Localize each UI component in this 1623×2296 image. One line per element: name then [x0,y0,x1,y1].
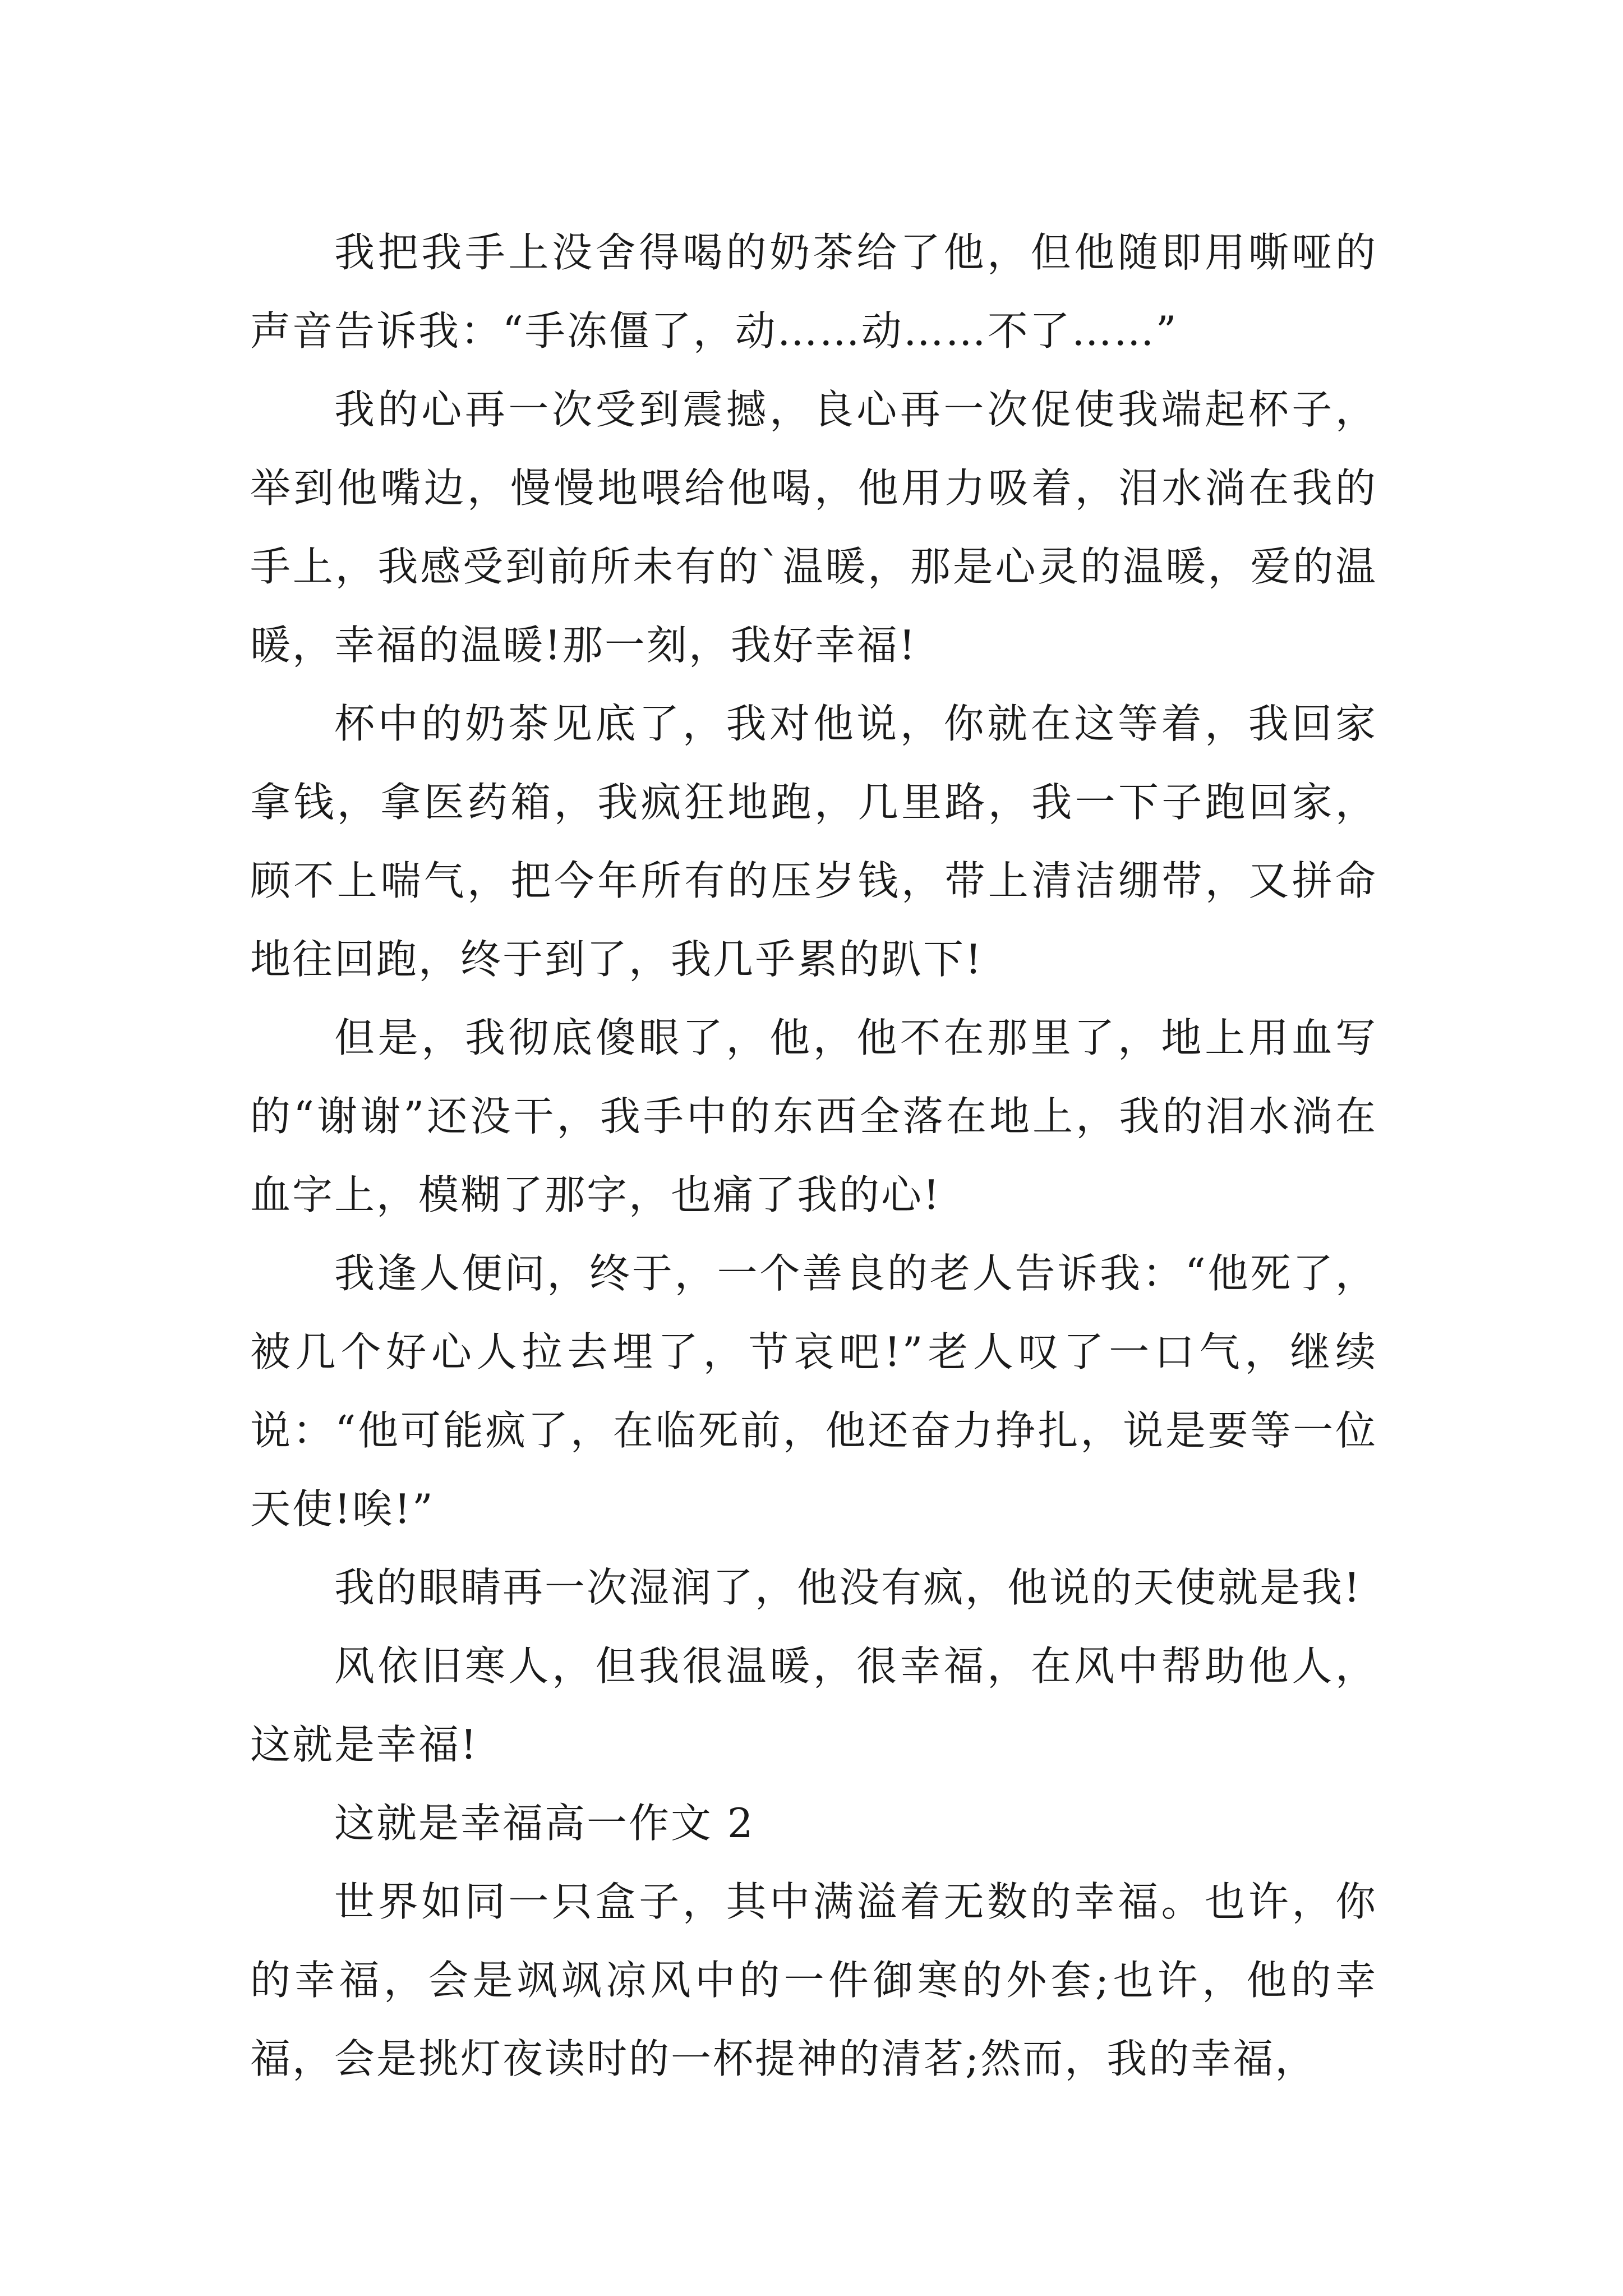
paragraph-2: 我的心再一次受到震撼，良心再一次促使我端起杯子，举到他嘴边，慢慢地喂给他喝，他用力吸着，泪水淌在我的手上，我感受到前所未有的`温暖，那是心灵的温暖，爱的温暖，幸福的温暖!那一刻，我好幸福! [250,386,1377,669]
section-heading: 这就是幸福高一作文 2 [334,1800,755,1847]
document-body [250,213,1377,2098]
paragraph-6: 我的眼睛再一次湿润了，他没有疯，他说的天使就是我! [334,1564,1362,1611]
paragraph-5: 我逢人便问，终于，一个善良的老人告诉我：“他死了，被几个好心人拉去埋了，节哀吧!”老人叹了一口气，继续说：“他可能疯了，在临死前，他还奋力挣扎，说是要等一位天使!唉!” [250,1250,1377,1533]
paragraph-3: 杯中的奶茶见底了，我对他说，你就在这等着，我回家拿钱，拿医药箱，我疯狂地跑，几里路，我一下子跑回家，顾不上喘气，把今年所有的压岁钱，带上清洁绷带，又拼命地往回跑，终于到了，我几乎累的趴下! [250,700,1377,983]
paragraph-1: 我把我手上没舍得喝的奶茶给了他，但他随即用嘶哑的声音告诉我：“手冻僵了，动……动……不了……” [250,229,1377,355]
paragraph-7: 风依旧寒人，但我很温暖，很幸福，在风中帮助他人，这就是幸福! [250,1642,1377,1768]
paragraph-8: 世界如同一只盒子，其中满溢着无数的幸福。也许，你的幸福，会是飒飒凉风中的一件御寒的外套;也许，他的幸福，会是挑灯夜读时的一杯提神的清茗;然而，我的幸福， [250,1878,1377,2082]
paragraph-4: 但是，我彻底傻眼了，他，他不在那里了，地上用血写的“谢谢”还没干，我手中的东西全落在地上，我的泪水淌在血字上，模糊了那字，也痛了我的心! [250,1014,1377,1218]
